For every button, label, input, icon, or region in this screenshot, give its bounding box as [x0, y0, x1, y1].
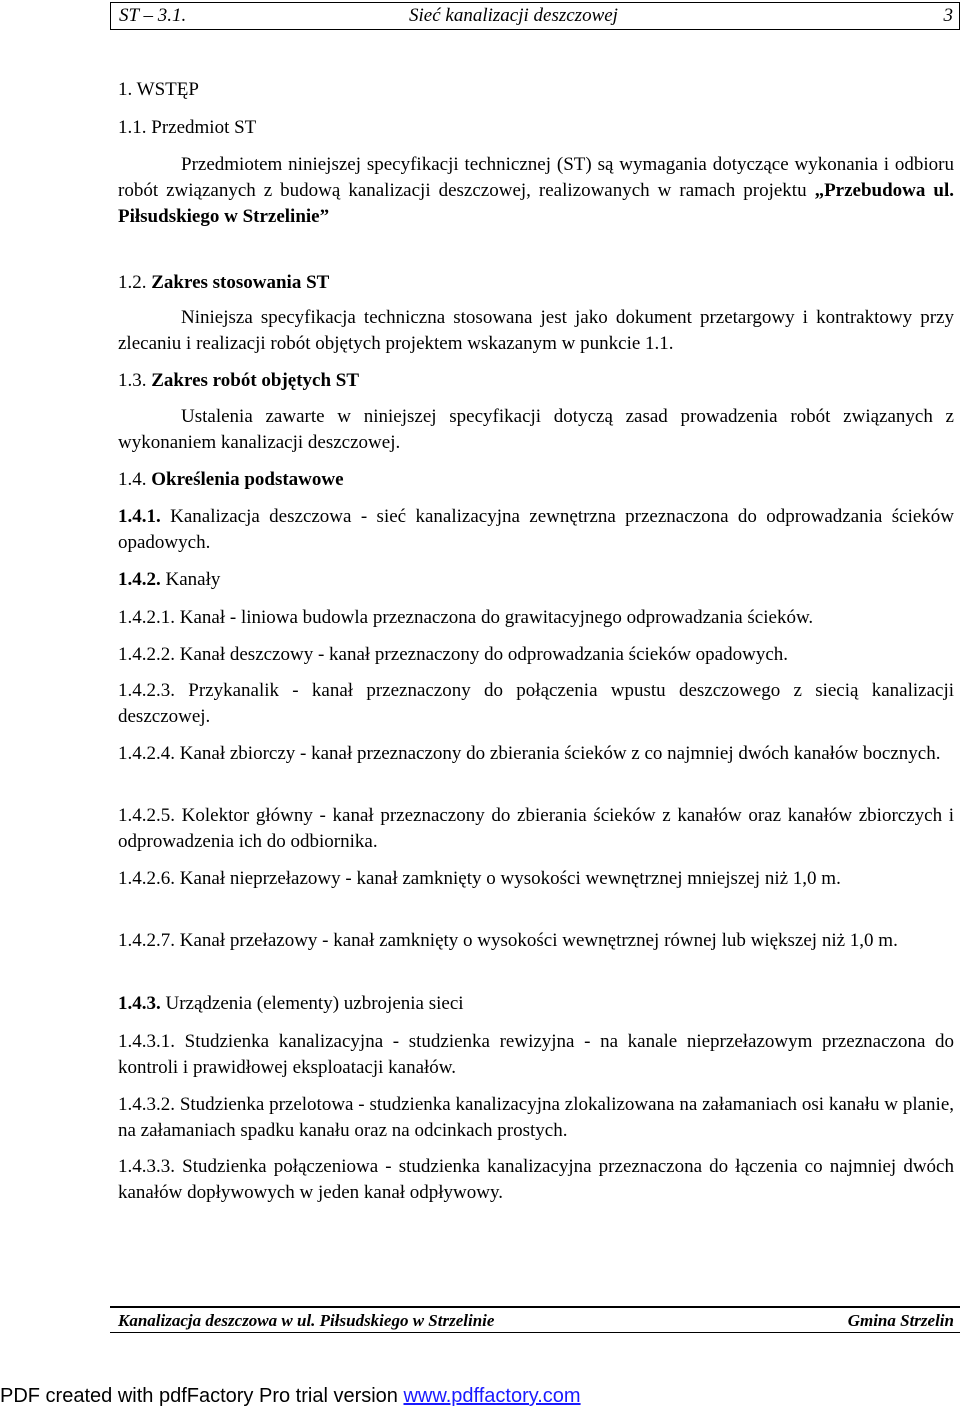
- section-1-title: 1. WSTĘP: [118, 79, 199, 100]
- section-1-4-title: Określenia podstawowe: [151, 469, 344, 490]
- pdf-creator-text: PDF created with pdfFactory Pro trial version: [0, 1385, 404, 1407]
- footer-investor: Gmina Strzelin: [847, 1311, 954, 1330]
- definition-number: 1.4.3.2.: [118, 1094, 175, 1115]
- footer-project-title: Kanalizacja deszczowa w ul. Piłsudskiego w Strzelinie: [118, 1311, 495, 1330]
- header-page-number: 3: [943, 5, 953, 26]
- definition-text: Kolektor główny - kanał przeznaczony do zbierania ścieków z kanałów oraz kanałów zbiorczych i odprowadzenia ich do odbiornika.: [118, 805, 955, 852]
- definition-text: Studzienka kanalizacyjna - studzienka rewizyjna - na kanale nieprzełazowym przeznaczona do kontroli i prawidłowej eksploatacji kanałów.: [118, 1031, 955, 1078]
- definition-number: 1.4.3.1.: [118, 1031, 175, 1052]
- section-1-1-heading: [118, 115, 954, 141]
- header-document-code: ST – 3.1.: [119, 5, 187, 26]
- section-1-2-heading: [118, 270, 954, 296]
- definition-1-4-2-2: [118, 642, 954, 668]
- definition-1-4-2: [118, 567, 954, 593]
- definition-number: 1.4.3.: [118, 993, 161, 1014]
- definition-number: 1.4.2.1.: [118, 607, 175, 628]
- definition-text: Kanał nieprzełazowy - kanał zamknięty o wysokości wewnętrznej mniejszej niż 1,0 m.: [179, 868, 841, 889]
- definition-1-4-3-1: [118, 1029, 954, 1081]
- project-name: „Przebudowa ul. Piłsudskiego w Strzelinie”: [118, 180, 954, 227]
- section-1-2-paragraph: [118, 305, 954, 357]
- section-1-2-number: 1.2.: [118, 272, 147, 293]
- definition-text: Kanał przełazowy - kanał zamknięty o wysokości wewnętrznej równej lub większej niż 1,0 m.: [179, 930, 898, 951]
- definition-1-4-3-2: [118, 1092, 954, 1144]
- definition-1-4-3: [118, 991, 954, 1017]
- header-document-title: Sieć kanalizacji deszczowej: [409, 5, 618, 26]
- definition-1-4-2-5: [118, 803, 954, 855]
- section-1-3-heading: [118, 368, 954, 394]
- definition-number: 1.4.3.3.: [118, 1156, 175, 1177]
- definition-text: Studzienka przelotowa - studzienka kanalizacyjna zlokalizowana na załamaniach osi kanału w planie, na załamaniach spadku kanału oraz na odcinkach prostych.: [118, 1094, 954, 1141]
- definition-text: Studzienka połączeniowa - studzienka kanalizacyjna przeznaczona do łączenia co najmniej dwóch kanałów dopływowych w jeden kanał odpływowy.: [118, 1156, 954, 1203]
- page-header: [110, 2, 960, 30]
- definition-1-4-2-7: [118, 928, 954, 954]
- definition-number: 1.4.2.4.: [118, 743, 175, 764]
- definition-text: Kanały: [165, 569, 221, 590]
- section-1-1-text: Przedmiotem niniejszej specyfikacji technicznej (ST) są wymagania dotyczące wykonania i odbioru robót związanych z budową kanalizacji deszczowej, realizowanych w ramach projektu: [118, 154, 954, 201]
- definition-text: Kanał zbiorczy - kanał przeznaczony do zbierania ścieków z co najmniej dwóch kanałów bocznych.: [179, 743, 941, 764]
- definition-number: 1.4.1.: [118, 506, 161, 527]
- definition-number: 1.4.2.7.: [118, 930, 175, 951]
- definition-1-4-2-6: [118, 866, 954, 892]
- section-1-3-text: Ustalenia zawarte w niniejszej specyfikacji dotyczą zasad prowadzenia robót związanych z wykonaniem kanalizacji deszczowej.: [118, 406, 954, 453]
- section-1-2-title: Zakres stosowania ST: [151, 272, 330, 293]
- definition-number: 1.4.2.3.: [118, 680, 175, 701]
- definition-text: Przykanalik - kanał przeznaczony do połączenia wpustu deszczowego z siecią kanalizacji deszczowej.: [118, 680, 955, 727]
- definition-text: Kanał - liniowa budowla przeznaczona do grawitacyjnego odprowadzania ścieków.: [179, 607, 814, 628]
- definition-text: Urządzenia (elementy) uzbrojenia sieci: [165, 993, 464, 1014]
- section-1-4-number: 1.4.: [118, 469, 147, 490]
- definition-1-4-2-1: [118, 605, 954, 631]
- definition-text: Kanalizacja deszczowa - sieć kanalizacyjna zewnętrzna przeznaczona do odprowadzania ścieków opadowych.: [118, 506, 954, 553]
- definition-number: 1.4.2.6.: [118, 868, 175, 889]
- definition-number: 1.4.2.5.: [118, 805, 175, 826]
- definition-1-4-2-3: [118, 678, 954, 730]
- pdf-creator-note: [0, 1385, 960, 1408]
- definition-number: 1.4.2.2.: [118, 644, 175, 665]
- section-1-4-heading: [118, 467, 954, 493]
- definition-text: Kanał deszczowy - kanał przeznaczony do odprowadzania ścieków opadowych.: [179, 644, 789, 665]
- page-footer: [110, 1306, 960, 1333]
- section-1-2-text: Niniejsza specyfikacja techniczna stosowana jest jako dokument przetargowy i kontraktowy przy zlecaniu i realizacji robót objętych projektem wskazanym w punkcie 1.1.: [118, 307, 954, 354]
- pdffactory-link[interactable]: www.pdffactory.com: [403, 1385, 581, 1407]
- section-1-3-title: Zakres robót objętych ST: [151, 370, 360, 391]
- definition-1-4-1: [118, 504, 954, 556]
- definition-1-4-3-3: [118, 1154, 954, 1206]
- section-1-3-paragraph: [118, 404, 954, 456]
- section-1-1-title: 1.1. Przedmiot ST: [118, 117, 257, 138]
- section-1-3-number: 1.3.: [118, 370, 147, 391]
- definition-1-4-2-4: [118, 741, 954, 767]
- definition-number: 1.4.2.: [118, 569, 161, 590]
- section-1-heading: [118, 77, 954, 103]
- section-1-1-paragraph: [118, 152, 954, 230]
